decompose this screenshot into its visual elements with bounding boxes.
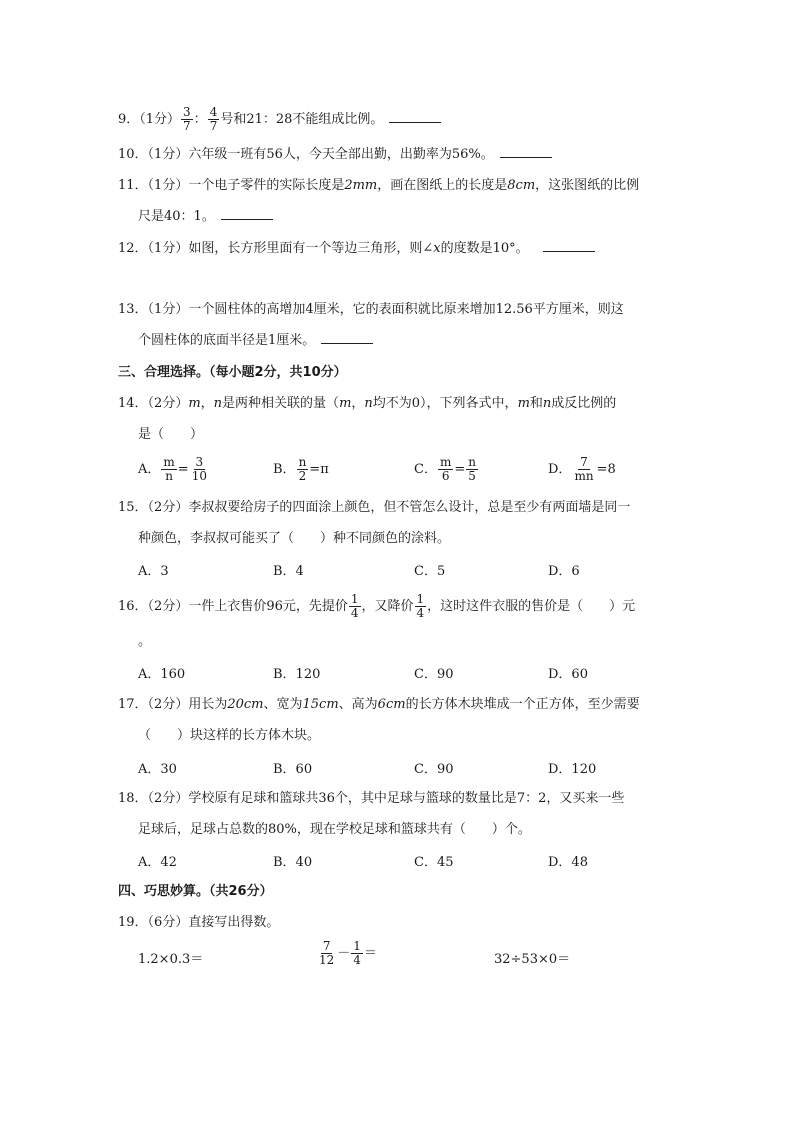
answer-blank[interactable] (221, 207, 273, 220)
option-a[interactable]: A．160 (138, 667, 186, 682)
fraction: $\frac{3}{7}$ (183, 105, 191, 133)
calc-item: 1.2×0.3＝ (138, 952, 204, 967)
question-16: 16．（2分）一件上衣售价96元，先提价 $\frac{1}{4}$ ，又降价 $\frac{1}{4}$ ，这时这件衣服的售价是（ ）元 (118, 592, 636, 620)
answer-blank[interactable] (389, 110, 441, 123)
option-d[interactable]: D．120 (548, 762, 597, 777)
option-d[interactable]: D．60 (548, 667, 588, 682)
question-11-line2: 尺是40：1。 (138, 207, 273, 227)
answer-blank[interactable] (500, 145, 552, 158)
question-13: 13．（1分）一个圆柱体的高增加4厘米，它的表面积就比原来增加12.56平方厘米，则这 (118, 302, 624, 317)
answer-blank[interactable] (321, 331, 373, 344)
question-18-line2: 足球后，足球占总数的80%，现在学校足球和篮球共有（ ）个。 (138, 822, 531, 837)
question-12: 12．（1分）如图，长方形里面有一个等边三角形，则∠x的度数是10°。 (118, 239, 678, 259)
option-a[interactable]: A．30 (138, 762, 177, 777)
fraction: $\frac{4}{7}$ (209, 105, 218, 133)
question-9: 9．（1分） $\frac{3}{7}$ ： $\frac{4}{7}$ 号和21：28不能组成比例。 (118, 106, 678, 133)
question-text: 号和21：28不能组成比例。 (220, 112, 384, 127)
question-17-line2: （ ）块这样的长方体木块。 (138, 728, 321, 743)
option-d[interactable]: D．48 (548, 855, 588, 870)
question-17: 17．（2分）用长为20cm、宽为15cm、高为6cm的长方体木块堆成一个正方体，至少需要 (118, 697, 640, 712)
option-a[interactable]: A． $\frac{m}{n}$ = $\frac{3}{10}$ (138, 455, 207, 483)
section-heading: 四、巧思妙算。（共26分） (118, 884, 273, 899)
question-text: 10．（1分）六年级一班有56人，今天全部出勤，出勤率为56%。 (118, 147, 494, 162)
calc-item: 32÷53×0＝ (494, 952, 571, 967)
option-b[interactable]: B．40 (273, 855, 313, 870)
option-b[interactable]: B．4 (273, 564, 304, 579)
question-10 (118, 145, 678, 165)
option-c[interactable]: C．90 (414, 762, 454, 777)
question-number: 9．（1分） (118, 112, 181, 127)
section-heading: 三、合理选择。（每小题2分，共10分） (118, 365, 347, 380)
option-a[interactable]: A．3 (138, 564, 169, 579)
option-d[interactable]: D． $\frac{7}{mn}$ =8 (548, 455, 616, 483)
option-a[interactable]: A．42 (138, 855, 177, 870)
option-b[interactable]: B．60 (273, 762, 313, 777)
question-18: 18．（2分）学校原有足球和篮球共36个，其中足球与篮球的数量比是7：2，又买来一些 (118, 791, 625, 806)
option-c[interactable]: C．45 (414, 855, 454, 870)
option-c[interactable]: C．90 (414, 667, 454, 682)
answer-blank[interactable] (543, 239, 595, 252)
question-14: 14．（2分）m，n是两种相关联的量（m，n均不为0），下列各式中，m和n成反比例的 (118, 396, 617, 411)
question-16-line2: 。 (138, 634, 152, 649)
option-c[interactable]: C． $\frac{m}{6}$ = $\frac{n}{5}$ (414, 455, 476, 483)
option-c[interactable]: C．5 (414, 564, 446, 579)
option-d[interactable]: D．6 (548, 564, 580, 579)
question-19: 19．（6分）直接写出得数。 (118, 915, 280, 930)
question-13-line2: 个圆柱体的底面半径是1厘米。 (138, 331, 373, 351)
question-11: 11．（1分）一个电子零件的实际长度是2mm，画在图纸上的长度是8cm，这张图纸的比例 (118, 178, 640, 193)
question-15: 15．（2分）李叔叔要给房子的四面涂上颜色，但不管怎么设计，总是至少有两面墙是同一 (118, 500, 631, 515)
option-b[interactable]: B． $\frac{n}{2}$ =π (273, 455, 329, 483)
question-15-line2: 种颜色，李叔叔可能买了（ ）种不同颜色的涂料。 (138, 531, 451, 546)
question-14-line2: 是（ ） (138, 427, 204, 442)
calc-item: $\frac{7}{12}$ － $\frac{1}{4}$ ＝ (319, 939, 377, 967)
option-b[interactable]: B．120 (273, 667, 321, 682)
